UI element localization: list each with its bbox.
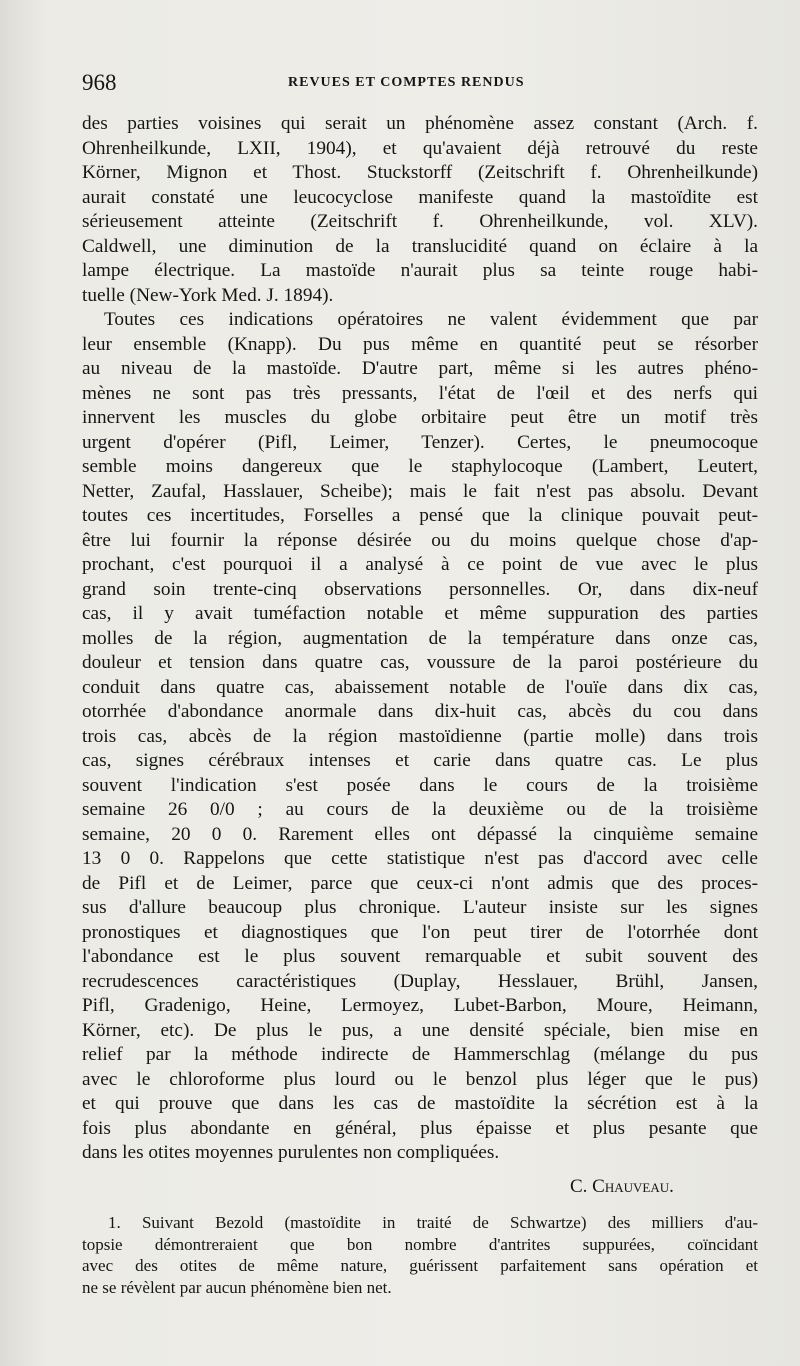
author-signature: C. Chauveau.	[570, 1176, 674, 1197]
text-line: Caldwell, une diminution de la translucidité quand on éclaire à la	[82, 235, 758, 257]
text-line: leur ensemble (Knapp). Du pus même en quantité peut se résorber	[82, 333, 758, 355]
text-line: au niveau de la mastoïde. D'autre part, même si les autres phéno-	[82, 358, 758, 379]
text-line: lampe électrique. La mastoïde n'aurait plus sa teinte rouge habi-	[82, 260, 758, 281]
text-line: être lui fournir la réponse désirée ou du moins quelque chose d'ap-	[82, 529, 758, 551]
footnote-line: ne se révèlent par aucun phénomène bien net.	[82, 1277, 392, 1297]
text-line: cas, signes cérébraux intenses et carie dans quatre cas. Le plus	[82, 750, 758, 771]
text-line: douleur et tension dans quatre cas, voussure de la paroi postérieure du	[82, 652, 758, 673]
text-line: prochant, c'est pourquoi il a analysé à ce point de vue avec le plus	[82, 554, 758, 575]
text-line: dans les otites moyennes purulentes non compliquées.	[82, 1142, 500, 1163]
text-line: Netter, Zaufal, Hasslauer, Scheibe); mais le fait n'est pas absolu. Devant	[82, 480, 758, 502]
text-line: mènes ne sont pas très pressants, l'état de l'œil et des nerfs qui	[82, 382, 758, 404]
text-line: Körner, etc). De plus le pus, a une densité spéciale, bien mise en	[82, 1019, 758, 1041]
running-head: REVUES ET COMPTES RENDUS	[288, 75, 525, 90]
text-line: otorrhée d'abondance anormale dans dix-huit cas, abcès du cou dans	[82, 701, 758, 722]
text-line: aurait constaté une leucocyclose manifeste quand la mastoïdite est	[82, 186, 758, 208]
text-line: des parties voisines qui serait un phénomène assez constant (Arch. f.	[82, 113, 758, 134]
text-line: Ohrenheilkunde, LXII, 1904), et qu'avaient déjà retrouvé du reste	[82, 137, 758, 159]
text-line: tuelle (New-York Med. J. 1894).	[82, 284, 334, 306]
page-number: 968	[82, 70, 117, 95]
text-line: sus d'allure beaucoup plus chronique. L'auteur insiste sur les signes	[82, 897, 758, 918]
text-line: relief par la méthode indirecte de Hammerschlag (mélange du pus	[82, 1044, 758, 1065]
text-line: molles de la région, augmentation de la température dans onze cas,	[82, 627, 758, 649]
text-line: innervent les muscles du globe orbitaire peut être un motif très	[82, 407, 758, 428]
text-line: toutes ces incertitudes, Forselles a pensé que la clinique pouvait peut-	[82, 505, 758, 526]
text-line: et qui prouve que dans les cas de mastoïdite la sécrétion est à la	[82, 1093, 758, 1114]
text-line: Körner, Mignon et Thost. Stuckstorff (Zeitschrift f. Ohrenheilkunde)	[82, 162, 758, 183]
footnote-line: avec des otites de même nature, guérissent parfaitement sans opération et	[82, 1256, 758, 1275]
footnote-line: topsie démontreraient que bon nombre d'antrites suppurées, coïncidant	[82, 1234, 758, 1254]
text-line: Pifl, Gradenigo, Heine, Lermoyez, Lubet-Barbon, Moure, Heimann,	[82, 995, 758, 1016]
body-text	[82, 112, 758, 1166]
text-line: 13 0 0. Rappelons que cette statistique n'est pas d'accord avec celle	[82, 848, 758, 869]
text-line: fois plus abondante en général, plus épaisse et plus pesante que	[82, 1117, 758, 1139]
text-line: semaine 26 0/0 ; au cours de la deuxième ou de la troisième	[82, 799, 758, 820]
text-line: semaine, 20 0 0. Rarement elles ont dépassé la cinquième semaine	[82, 823, 758, 845]
text-line: urgent d'opérer (Pifl, Leimer, Tenzer). Certes, le pneumocoque	[82, 431, 758, 453]
text-line: l'abondance est le plus souvent remarquable et subit souvent des	[82, 946, 758, 967]
footnote	[82, 1212, 758, 1298]
text-line: semble moins dangereux que le staphylocoque (Lambert, Leutert,	[82, 456, 758, 477]
text-line: recrudescences caractéristiques (Duplay, Hesslauer, Brühl, Jansen,	[82, 970, 758, 992]
text-line: avec le chloroforme plus lourd ou le benzol plus léger que le pus)	[82, 1068, 758, 1090]
text-line: de Pifl et de Leimer, parce que ceux-ci n'ont admis que des proces-	[82, 872, 758, 894]
page-header	[82, 70, 722, 100]
text-line: pronostiques et diagnostiques que l'on peut tirer de l'otorrhée dont	[82, 921, 758, 943]
text-line: conduit dans quatre cas, abaissement notable de l'ouïe dans dix cas,	[82, 676, 758, 698]
text-line: trois cas, abcès de la région mastoïdienne (partie molle) dans trois	[82, 725, 758, 747]
text-line: sérieusement atteinte (Zeitschrift f. Ohrenheilkunde, vol. XLV).	[82, 211, 758, 232]
text-line: cas, il y avait tuméfaction notable et même suppuration des parties	[82, 603, 758, 624]
text-line: grand soin trente-cinq observations personnelles. Or, dans dix-neuf	[82, 578, 758, 600]
footnote-line: 1. Suivant Bezold (mastoïdite in traité de Schwartze) des milliers d'au-	[108, 1213, 758, 1232]
text-line: Toutes ces indications opératoires ne valent évidemment que par	[104, 309, 758, 330]
text-line: souvent l'indication s'est posée dans le cours de la troisième	[82, 774, 758, 796]
